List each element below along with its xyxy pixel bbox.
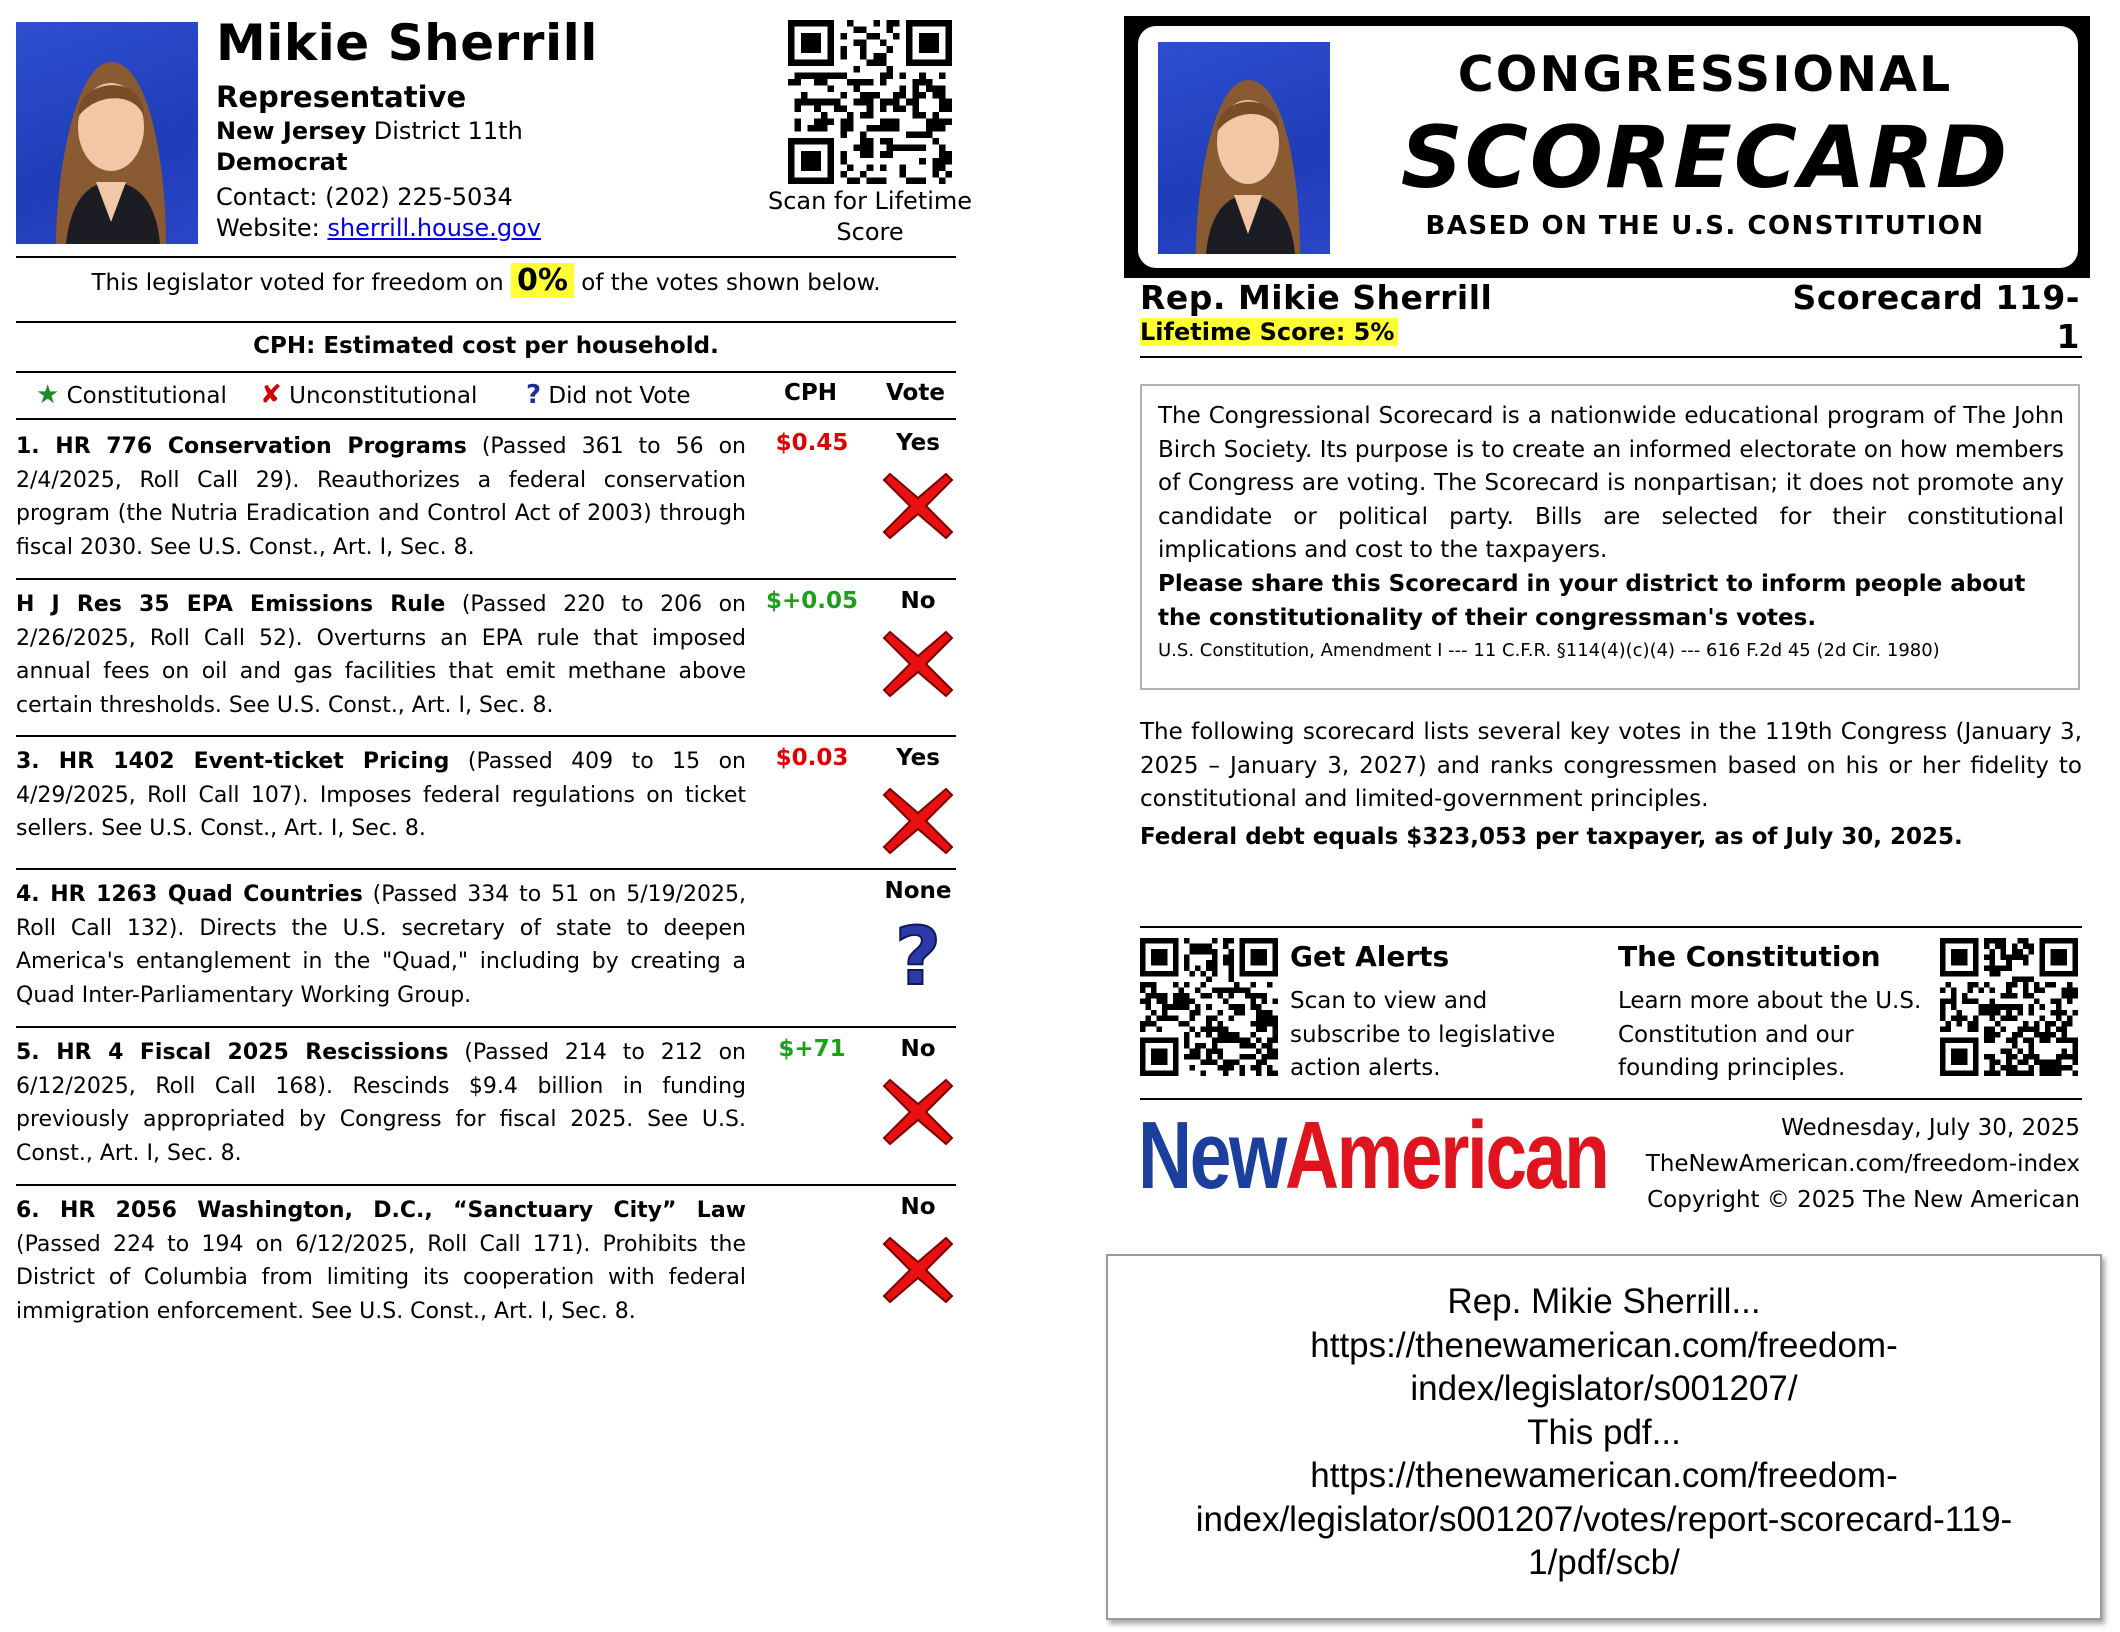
legislator-contact: Contact: (202) 225-5034	[216, 183, 513, 211]
divider	[1140, 356, 2082, 358]
vote-text: (Passed 214 to 212 on 6/12/2025, Roll Call 168). Rescinds $9.4 billion in funding previously appropriated by Congress for fiscal 2025. See U.S. Const., Art. I, Sec. 8.	[16, 1040, 746, 1166]
link-line[interactable]: https://thenewamerican.com/freedom-	[1310, 1325, 1898, 1365]
website-label: Website:	[216, 214, 328, 242]
vote-value: No	[900, 1194, 936, 1220]
vote-text: (Passed 224 to 194 on 6/12/2025, Roll Call 171). Prohibits the District of Columbia from limiting its cooperation with federal immigration enforcement. See U.S. Const., Art. I, Sec. 8.	[16, 1231, 746, 1324]
divider	[16, 735, 956, 737]
column-header-vote: Vote	[886, 380, 945, 406]
scorecard-number: Scorecard 119-1	[1792, 278, 2080, 356]
new-american-logo: NewAmerican	[1138, 1102, 1608, 1209]
legislator-state-district	[216, 117, 523, 145]
vote-description	[16, 1194, 746, 1328]
alerts-text: Scan to view and subscribe to legislative action alerts.	[1290, 988, 1556, 1081]
divider	[16, 321, 956, 323]
divider	[1140, 926, 2082, 928]
vote-title: H J Res 35 EPA Emissions Rule	[16, 592, 446, 617]
divider	[16, 868, 956, 870]
vote-text: (Passed 361 to 56 on 2/4/2025, Roll Call 29). Reauthorizes a federal conservation program (the Nutria Eradication and Control Act of 2003) through fiscal 2030. See U.S. Const., Art. I, Sec. 8.	[16, 434, 746, 560]
x-mark-icon: ✘	[260, 380, 282, 410]
footer-date: Wednesday, July 30, 2025	[1781, 1115, 2080, 1141]
vote-value: No	[900, 588, 936, 614]
vote-text: (Passed 334 to 51 on 5/19/2025, Roll Call 132). Directs the U.S. secretary of state to deepen America's entanglement in the "Quad," including by creating a Quad Inter-Parliamentary Working Group.	[16, 882, 746, 1008]
question-mark-icon	[880, 916, 956, 992]
link-line: This pdf...	[1527, 1412, 1681, 1452]
vote-description	[16, 1036, 746, 1170]
x-mark-icon	[880, 626, 956, 702]
legend-constitutional: ★ Constitutional	[36, 380, 227, 410]
vote-value: Yes	[896, 745, 940, 771]
x-mark-icon	[880, 468, 956, 544]
legislator-photo	[16, 22, 198, 244]
divider	[16, 578, 956, 580]
footer-url: TheNewAmerican.com/freedom-index	[1645, 1151, 2080, 1177]
banner-title-scorecard: SCORECARD	[1400, 108, 2010, 208]
link-line: Rep. Mikie Sherrill...	[1447, 1282, 1761, 1321]
banner-title-congressional: CONGRESSIONAL	[1457, 46, 1953, 103]
qr-scan-caption: Scan for Lifetime Score	[767, 187, 973, 246]
legend-unconstitutional: ✘ Unconstitutional	[260, 380, 478, 410]
column-header-cph: CPH	[784, 380, 837, 406]
freedom-text-after: of the votes shown below.	[581, 270, 881, 296]
info-text: The Congressional Scorecard is a nationwide educational program of The John Birch Society. Its purpose is to create an informed electorate on how members of Congress are voting. The Scorecard is nonpartisan; it does not promote any candidate or political party. Bills are selected for their constitutional implications and cost to the taxpayers.	[1158, 403, 2064, 563]
scorecard-rep-name: Rep. Mikie Sherrill	[1140, 278, 1493, 317]
vote-description	[16, 745, 746, 846]
cph-note: CPH: Estimated cost per household.	[253, 333, 719, 359]
x-mark-icon	[880, 1232, 956, 1308]
link-annotation-text	[1112, 1280, 2096, 1585]
vote-value: None	[884, 878, 952, 904]
vote-description	[16, 430, 746, 564]
vote-description	[16, 588, 746, 722]
constitution-text: Learn more about the U.S. Constitution and our founding principles.	[1618, 988, 1922, 1081]
link-line[interactable]: index/legislator/s001207/votes/report-scorecard-119-	[1195, 1499, 2013, 1539]
freedom-text-before: This legislator voted for freedom on	[91, 270, 504, 296]
legislator-party: Democrat	[216, 148, 348, 176]
link-line[interactable]: 1/pdf/scb/	[1528, 1543, 1680, 1582]
legend-did-not-vote: ? Did not Vote	[526, 380, 691, 410]
divider	[16, 1026, 956, 1028]
divider	[16, 256, 956, 258]
vote-value: No	[900, 1036, 936, 1062]
question-mark-icon: ?	[526, 380, 542, 410]
star-icon: ★	[36, 380, 60, 410]
footer-copyright: Copyright © 2025 The New American	[1647, 1187, 2080, 1213]
divider	[1140, 1098, 2082, 1100]
vote-legend	[16, 380, 956, 414]
constitution-qr-code[interactable]	[1940, 938, 2078, 1076]
website-link[interactable]: sherrill.house.gov	[327, 214, 541, 242]
x-mark-icon	[880, 1074, 956, 1150]
vote-cph: $+71	[778, 1036, 846, 1062]
divider	[16, 418, 956, 420]
vote-cph: $0.45	[775, 430, 849, 456]
vote-title: 6. HR 2056 Washington, D.C., “Sanctuary City” Law	[16, 1198, 746, 1223]
vote-title: 3. HR 1402 Event-ticket Pricing	[16, 749, 450, 774]
alerts-qr-code[interactable]	[1140, 938, 1278, 1076]
legislator-role: Representative	[216, 80, 467, 114]
district: District 11th	[373, 117, 523, 145]
freedom-score-line	[16, 263, 956, 298]
freedom-percent: 0%	[511, 263, 574, 298]
vote-title: 5. HR 4 Fiscal 2025 Rescissions	[16, 1040, 449, 1065]
divider	[16, 371, 956, 373]
x-mark-icon	[880, 783, 956, 859]
divider	[16, 1184, 956, 1186]
link-line[interactable]: index/legislator/s001207/	[1410, 1369, 1798, 1408]
lifetime-score-qr-code[interactable]	[788, 20, 952, 184]
constitution-title: The Constitution	[1618, 940, 1881, 973]
alerts-title: Get Alerts	[1290, 940, 1450, 973]
lifetime-score: Lifetime Score: 5%	[1140, 318, 1398, 346]
vote-title: 4. HR 1263 Quad Countries	[16, 882, 363, 907]
footer-info	[1600, 1110, 2080, 1218]
legislator-website	[216, 214, 541, 242]
federal-debt: Federal debt equals $323,053 per taxpayer, as of July 30, 2025.	[1140, 824, 1963, 850]
info-share-text: Please share this Scorecard in your district to inform people about the constitutionality of their congressman's votes.	[1158, 571, 2026, 631]
legislator-name: Mikie Sherrill	[216, 14, 598, 72]
vote-value: Yes	[896, 430, 940, 456]
banner-legislator-photo	[1158, 42, 1330, 254]
banner-subtitle: BASED ON THE U.S. CONSTITUTION	[1425, 211, 1985, 241]
svg-text:?: ?	[894, 916, 942, 992]
vote-title: 1. HR 776 Conservation Programs	[16, 434, 467, 459]
info-citation: U.S. Constitution, Amendment I --- 11 C.F.R. §114(4)(c)(4) --- 616 F.2d 45 (2d Cir. 1980)	[1158, 640, 1940, 661]
vote-cph: $0.03	[775, 745, 849, 771]
vote-cph: $+0.05	[765, 588, 859, 614]
intro-paragraph: The following scorecard lists several key votes in the 119th Congress (January 3, 2025 – January 3, 2027) and ranks congressmen based on his or her fidelity to constitutional and limited-government principles.	[1140, 719, 2082, 812]
vote-text: (Passed 409 to 15 on 4/29/2025, Roll Call 107). Imposes federal regulations on ticket sellers. See U.S. Const., Art. I, Sec. 8.	[16, 749, 746, 841]
vote-description	[16, 878, 746, 1012]
state: New Jersey	[216, 117, 367, 145]
link-line[interactable]: https://thenewamerican.com/freedom-	[1310, 1456, 1898, 1495]
vote-text: (Passed 220 to 206 on 2/26/2025, Roll Call 52). Overturns an EPA rule that imposed annual fees on oil and gas facilities that emit methane above certain thresholds. See U.S. Const., Art. I, Sec. 8.	[16, 592, 746, 718]
